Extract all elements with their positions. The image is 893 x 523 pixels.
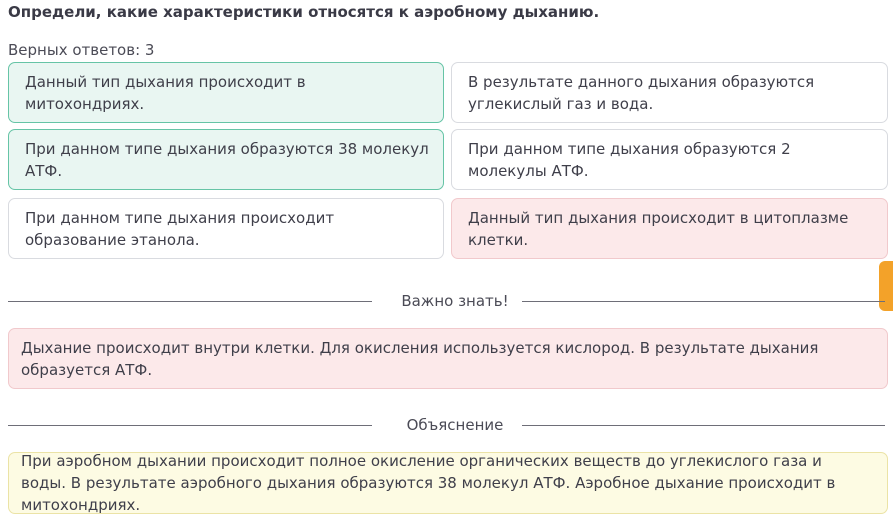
important-heading: Важно знать! [401, 292, 509, 310]
important-note [8, 328, 888, 389]
important-divider [8, 290, 885, 312]
option-38-atp[interactable] [8, 129, 444, 190]
divider-line-left [8, 425, 372, 426]
option-label: При данном типе дыхания образуются 2 молекулы АТФ. [468, 139, 791, 180]
divider-line-right [522, 425, 885, 426]
option-label: В результате данного дыхания образуются углекислый газ и вода. [468, 72, 815, 113]
option-cytoplasm[interactable] [451, 198, 888, 259]
option-label: При данном типе дыхания происходит образование этанола. [25, 208, 335, 249]
option-ethanol[interactable] [8, 198, 444, 259]
important-text: Дыхание происходит внутри клетки. Для окисления используется кислород. В результате дыхания образуется АТФ. [21, 338, 819, 379]
option-mitochondria[interactable] [8, 62, 444, 123]
explanation-text: При аэробном дыхании происходит полное окисление органических веществ до углекислого газа и воды. В результате аэробного дыхания образуются 38 молекул АТФ. Аэробное дыхание происходит в митохондриях. [21, 452, 836, 514]
option-co2-water[interactable] [451, 62, 888, 123]
explanation-note [8, 452, 888, 514]
explanation-divider [8, 414, 885, 436]
question-title: Определи, какие характеристики относятся к аэробному дыханию. [8, 3, 600, 21]
explanation-heading: Объяснение [406, 416, 504, 434]
option-label: Данный тип дыхания происходит в цитоплазме клетки. [468, 208, 849, 249]
divider-line-right [522, 301, 885, 302]
option-2-atp[interactable] [451, 129, 888, 190]
option-label: Данный тип дыхания происходит в митохондриях. [25, 72, 306, 113]
option-label: При данном типе дыхания образуются 38 молекул АТФ. [25, 139, 429, 180]
divider-line-left [8, 301, 372, 302]
correct-answers-count: Верных ответов: 3 [8, 41, 155, 59]
